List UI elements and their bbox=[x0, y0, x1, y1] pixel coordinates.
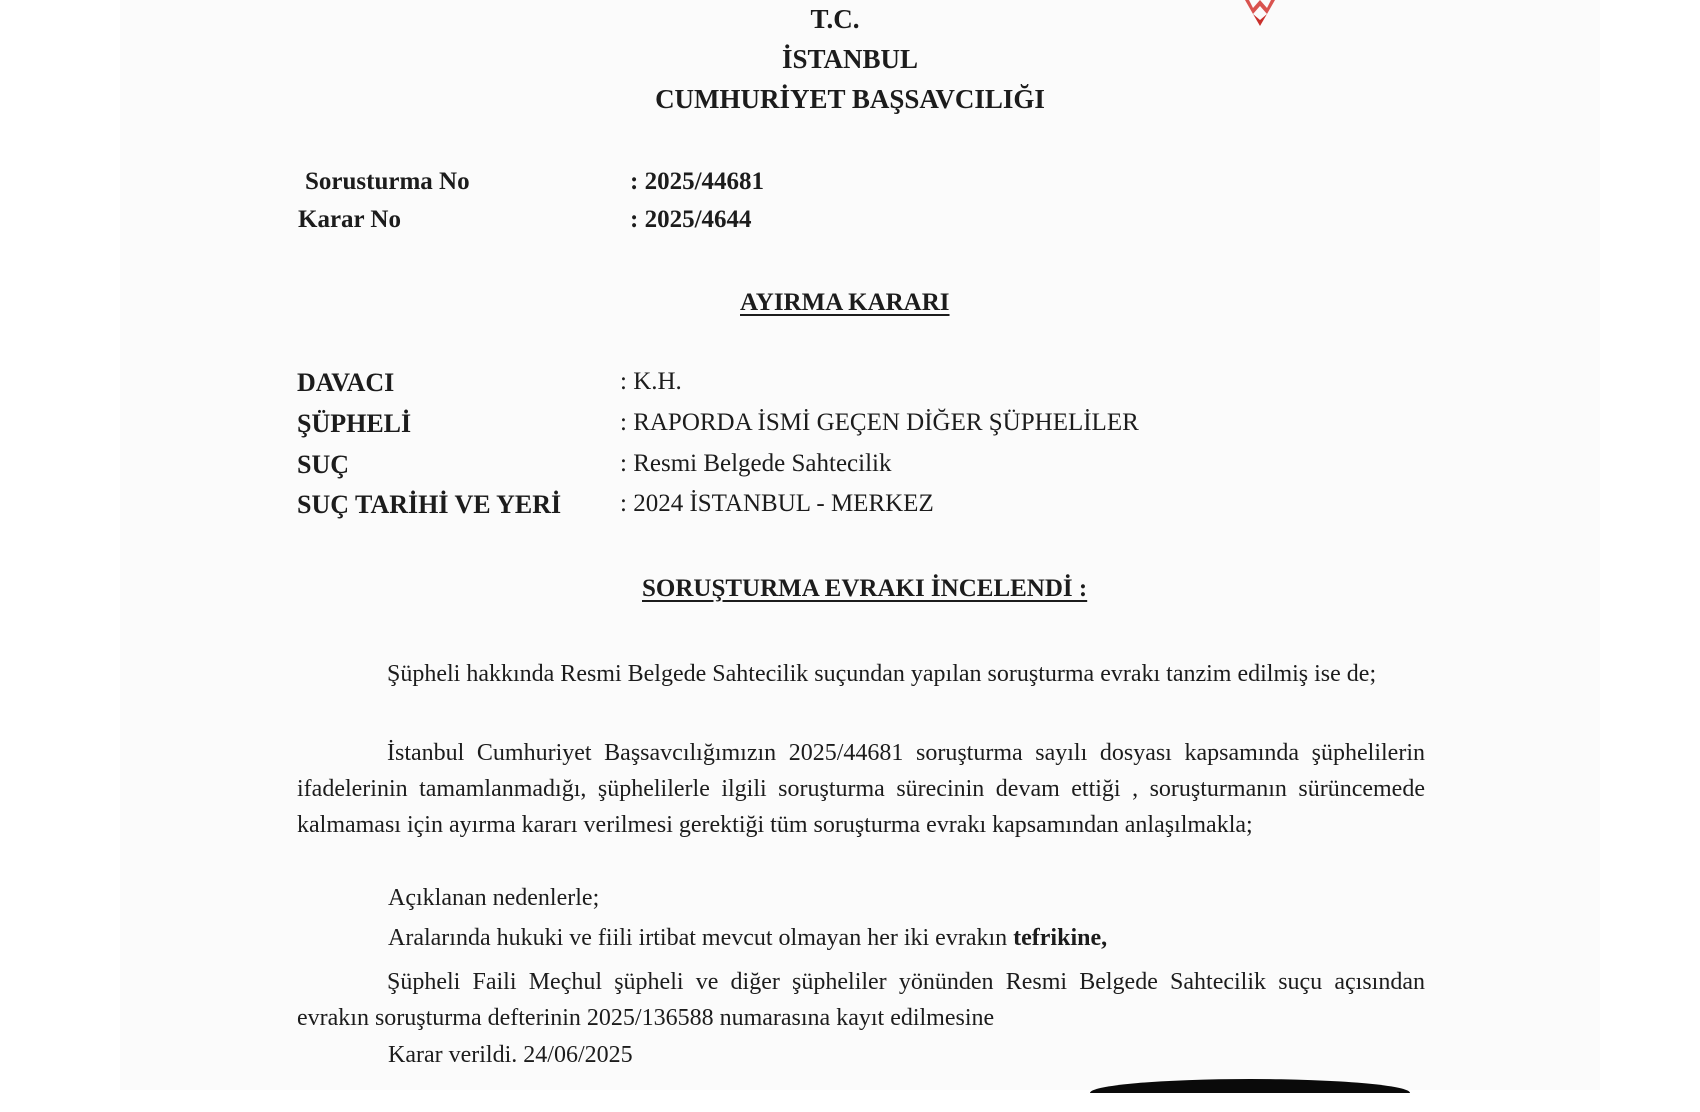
crime-label: SUÇ bbox=[297, 450, 350, 479]
paragraph-5: Şüpheli Faili Meçhul şüpheli ve diğer şüpheliler yönünden Resmi Belgede Sahtecilik suçu açısından evrakın soruşturma defterinin 2025/136588 numarasına kayıt edilmesine bbox=[297, 969, 1425, 1031]
header-city: İSTANBUL bbox=[781, 44, 919, 74]
decision-no-label: Karar No bbox=[298, 206, 401, 233]
paragraph-4 bbox=[388, 925, 1107, 952]
header-office: CUMHURİYET BAŞSAVCILIĞI bbox=[655, 84, 1045, 114]
plaintiff-value: : K.H. bbox=[620, 368, 682, 395]
section-title: SORUŞTURMA EVRAKI İNCELENDİ : bbox=[642, 575, 1088, 602]
suspect-value: : RAPORDA İSMİ GEÇEN DİĞER ŞÜPHELİLER bbox=[620, 409, 1139, 436]
crime-value: : Resmi Belgede Sahtecilik bbox=[620, 450, 892, 477]
paragraph-2: İstanbul Cumhuriyet Başsavcılığımızın 2025/44681 soruşturma sayılı dosyası kapsamında şüphelilerin ifadelerinin tamamlanmadığı, şüphelilerle ilgili soruşturma sürecinin devam ettiği , soruşturmanın sürüncemede kalmaması için ayırma kararı verilmesi gerektiği tüm soruşturma evrakı kapsamından anlaşılmakla; bbox=[297, 740, 1425, 838]
paragraph-3: Açıklanan nedenlerle; bbox=[388, 885, 600, 911]
crime-date-place-label: SUÇ TARİHİ VE YERİ bbox=[297, 490, 562, 519]
paragraph-1: Şüpheli hakkında Resmi Belgede Sahtecilik suçundan yapılan soruşturma evrakı tanzim edilmiş ise de; bbox=[387, 661, 1377, 687]
paragraph-4-bold: tefrikine, bbox=[1013, 925, 1108, 951]
investigation-no-label: Sorusturma No bbox=[305, 168, 470, 195]
investigation-no-value: : 2025/44681 bbox=[630, 168, 765, 195]
decision-no-value: : 2025/4644 bbox=[630, 206, 752, 233]
plaintiff-label: DAVACI bbox=[297, 368, 395, 397]
paragraph-4-text: Aralarında hukuki ve fiili irtibat mevcut olmayan her iki evrakın bbox=[388, 925, 1014, 951]
document-title: AYIRMA KARARI bbox=[740, 289, 950, 316]
suspect-label: ŞÜPHELİ bbox=[297, 409, 412, 438]
crime-date-place-value: : 2024 İSTANBUL - MERKEZ bbox=[620, 490, 934, 517]
header-tc: T.C. bbox=[810, 4, 860, 34]
decision-date-line: Karar verildi. 24/06/2025 bbox=[388, 1042, 633, 1068]
